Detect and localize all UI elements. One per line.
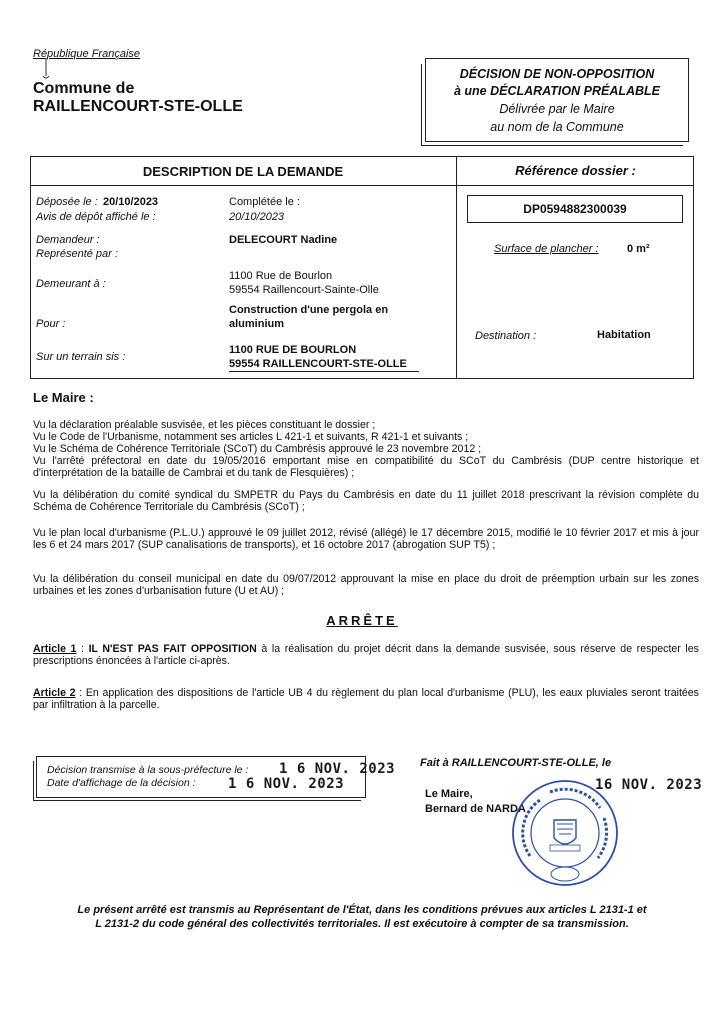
terrain-label: Sur un terrain sis : (36, 351, 126, 363)
completee-label: Complétée le : (229, 196, 300, 208)
destination-value: Habitation (597, 329, 651, 341)
vu-code-urbanisme: Vu le Code de l'Urbanisme, notamment ses articles L 421-1 et suivants, R 421-1 et suivants ; (33, 431, 469, 443)
demandeur-label: Demandeur : (36, 234, 100, 246)
footer-line-2: L 2131-2 du code général des collectivités territoriales. Il est exécutoire à compter de sa transmission. (95, 918, 629, 930)
terrain-line-2: 59554 RAILLENCOURT-STE-OLLE (229, 358, 419, 372)
request-table-divider (456, 156, 457, 379)
deposee-value: 20/10/2023 (103, 196, 159, 208)
pour-label: Pour : (36, 318, 66, 330)
destination-label: Destination : (475, 330, 537, 342)
affichage-stamp: 1 6 NOV. 2023 (228, 776, 345, 792)
demandeur-value: DELECOURT Nadine (229, 234, 338, 246)
pour-line-1: Construction d'une pergola en (229, 304, 389, 316)
vu-smpetr: Vu la délibération du comité syndical du SMPETR du Pays du Cambrésis en date du 11 juillet 2018 prescrivant la révision complète du Schéma de Cohérence Territoriale du Cambrésis (SCoT) ; (33, 489, 699, 513)
article-1: Article 1 : IL N'EST PAS FAIT OPPOSITION à la réalisation du projet décrit dans la demande susvisée, sous réserve de respecter les prescriptions énoncées à l'article ci-après. (33, 643, 699, 667)
deposee-label: Déposée le : (36, 196, 98, 208)
mairie-seal-icon (510, 778, 620, 888)
vu-arrete-prefectoral: Vu l'arrêté préfectoral en date du 19/05/2016 emportant mise en compatibilité du SCoT du Cambrésis (DUP centre historique et d'interprétation de la bataille de Cambrai et du tank de Flesquières) ; (33, 455, 699, 479)
demeurant-line-2: 59554 Raillencourt-Sainte-Olle (229, 284, 379, 296)
represente-label: Représenté par : (36, 248, 118, 260)
vu-scot: Vu le Schéma de Cohérence Territoriale (SCoT) du Cambrésis approuvé le 23 novembre 2012 ; (33, 443, 482, 455)
footer-notice (40, 903, 684, 931)
footer-line-1: Le présent arrêté est transmis au Représentant de l'État, dans les conditions prévues aux articles L 2131-1 et (77, 904, 647, 916)
article-1-strong: IL N'EST PAS FAIT OPPOSITION (88, 643, 257, 655)
avis-label: Avis de dépôt affiché le : (36, 211, 156, 223)
decision-line-3: Délivrée par le Maire (499, 102, 615, 116)
article-1-text: à la réalisation du projet décrit dans la demande susvisée, sous réserve de respecter les prescriptions énoncées à l'article ci-après. (33, 643, 699, 667)
demeurant-line-1: 1100 Rue de Bourlon (229, 270, 333, 282)
description-title: DESCRIPTION DE LA DEMANDE (142, 164, 344, 179)
affichage-label: Date d'affichage de la décision : (47, 777, 196, 789)
mairie-seal (510, 778, 620, 888)
transmise-stamp: 1 6 NOV. 2023 (279, 761, 396, 777)
terrain-line-1: 1100 RUE DE BOURLON (229, 344, 357, 356)
reference-title: Référence dossier : (515, 163, 636, 178)
article-2-text: : En application des dispositions de l'article UB 4 du règlement du plan local d'urbanisme (PLU), les eaux pluviales seront traitées par infiltration à la parcelle. (33, 687, 699, 711)
reference-number: DP0594882300039 (523, 202, 627, 216)
article-1-label: Article 1 (33, 643, 77, 655)
signature-date-stamp: 16 NOV. 2023 (595, 777, 703, 793)
decision-title-box (425, 58, 689, 142)
pour-line-2: aluminium (229, 318, 285, 330)
article-2 (33, 688, 699, 711)
commune-label: Commune de (33, 80, 135, 97)
surface-label: Surface de plancher : (494, 243, 599, 255)
decision-line-1: DÉCISION DE NON-OPPOSITION (459, 67, 655, 81)
republique-mark (40, 58, 52, 82)
transmise-label: Décision transmise à la sous-préfecture le : (47, 764, 249, 776)
surface-value: 0 m² (627, 243, 650, 255)
signature-title: Le Maire, (425, 788, 473, 800)
le-maire-heading: Le Maire : (33, 390, 94, 405)
demeurant-label: Demeurant à : (36, 278, 106, 290)
request-table (30, 156, 694, 379)
article-2-label: Article 2 (33, 687, 76, 699)
arrete-heading: ARRÊTE (326, 613, 398, 628)
vu-declaration: Vu la déclaration préalable susvisée, et les pièces constituant le dossier ; (33, 419, 376, 431)
signature-name: Bernard de NARDA (425, 803, 526, 815)
fait-a: Fait à RAILLENCOURT-STE-OLLE, le (420, 757, 612, 769)
republique-francaise: République Française (33, 48, 141, 60)
vu-plu: Vu le plan local d'urbanisme (P.L.U.) approuvé le 09 juillet 2012, révisé (allégé) le 17 décembre 2015, modifié le 10 février 2017 et mis à jour les 6 et 24 mars 2017 (SUP canalisations de transports), et 16 octobre 2017 (abrogation SUP T5) ; (33, 527, 699, 551)
republique-mark-icon (40, 58, 52, 80)
decision-line-4: au nom de la Commune (490, 120, 624, 134)
avis-value: 20/10/2023 (229, 211, 285, 223)
vu-preemption: Vu la délibération du conseil municipal en date du 09/07/2012 approuvant la mise en place du droit de préemption urbain sur les zones urbaines et les zones d'urbanisation future (U et AU) ; (33, 573, 699, 597)
decision-line-2: à une DÉCLARATION PRÉALABLE (453, 84, 661, 98)
commune-name: RAILLENCOURT-STE-OLLE (33, 98, 243, 115)
